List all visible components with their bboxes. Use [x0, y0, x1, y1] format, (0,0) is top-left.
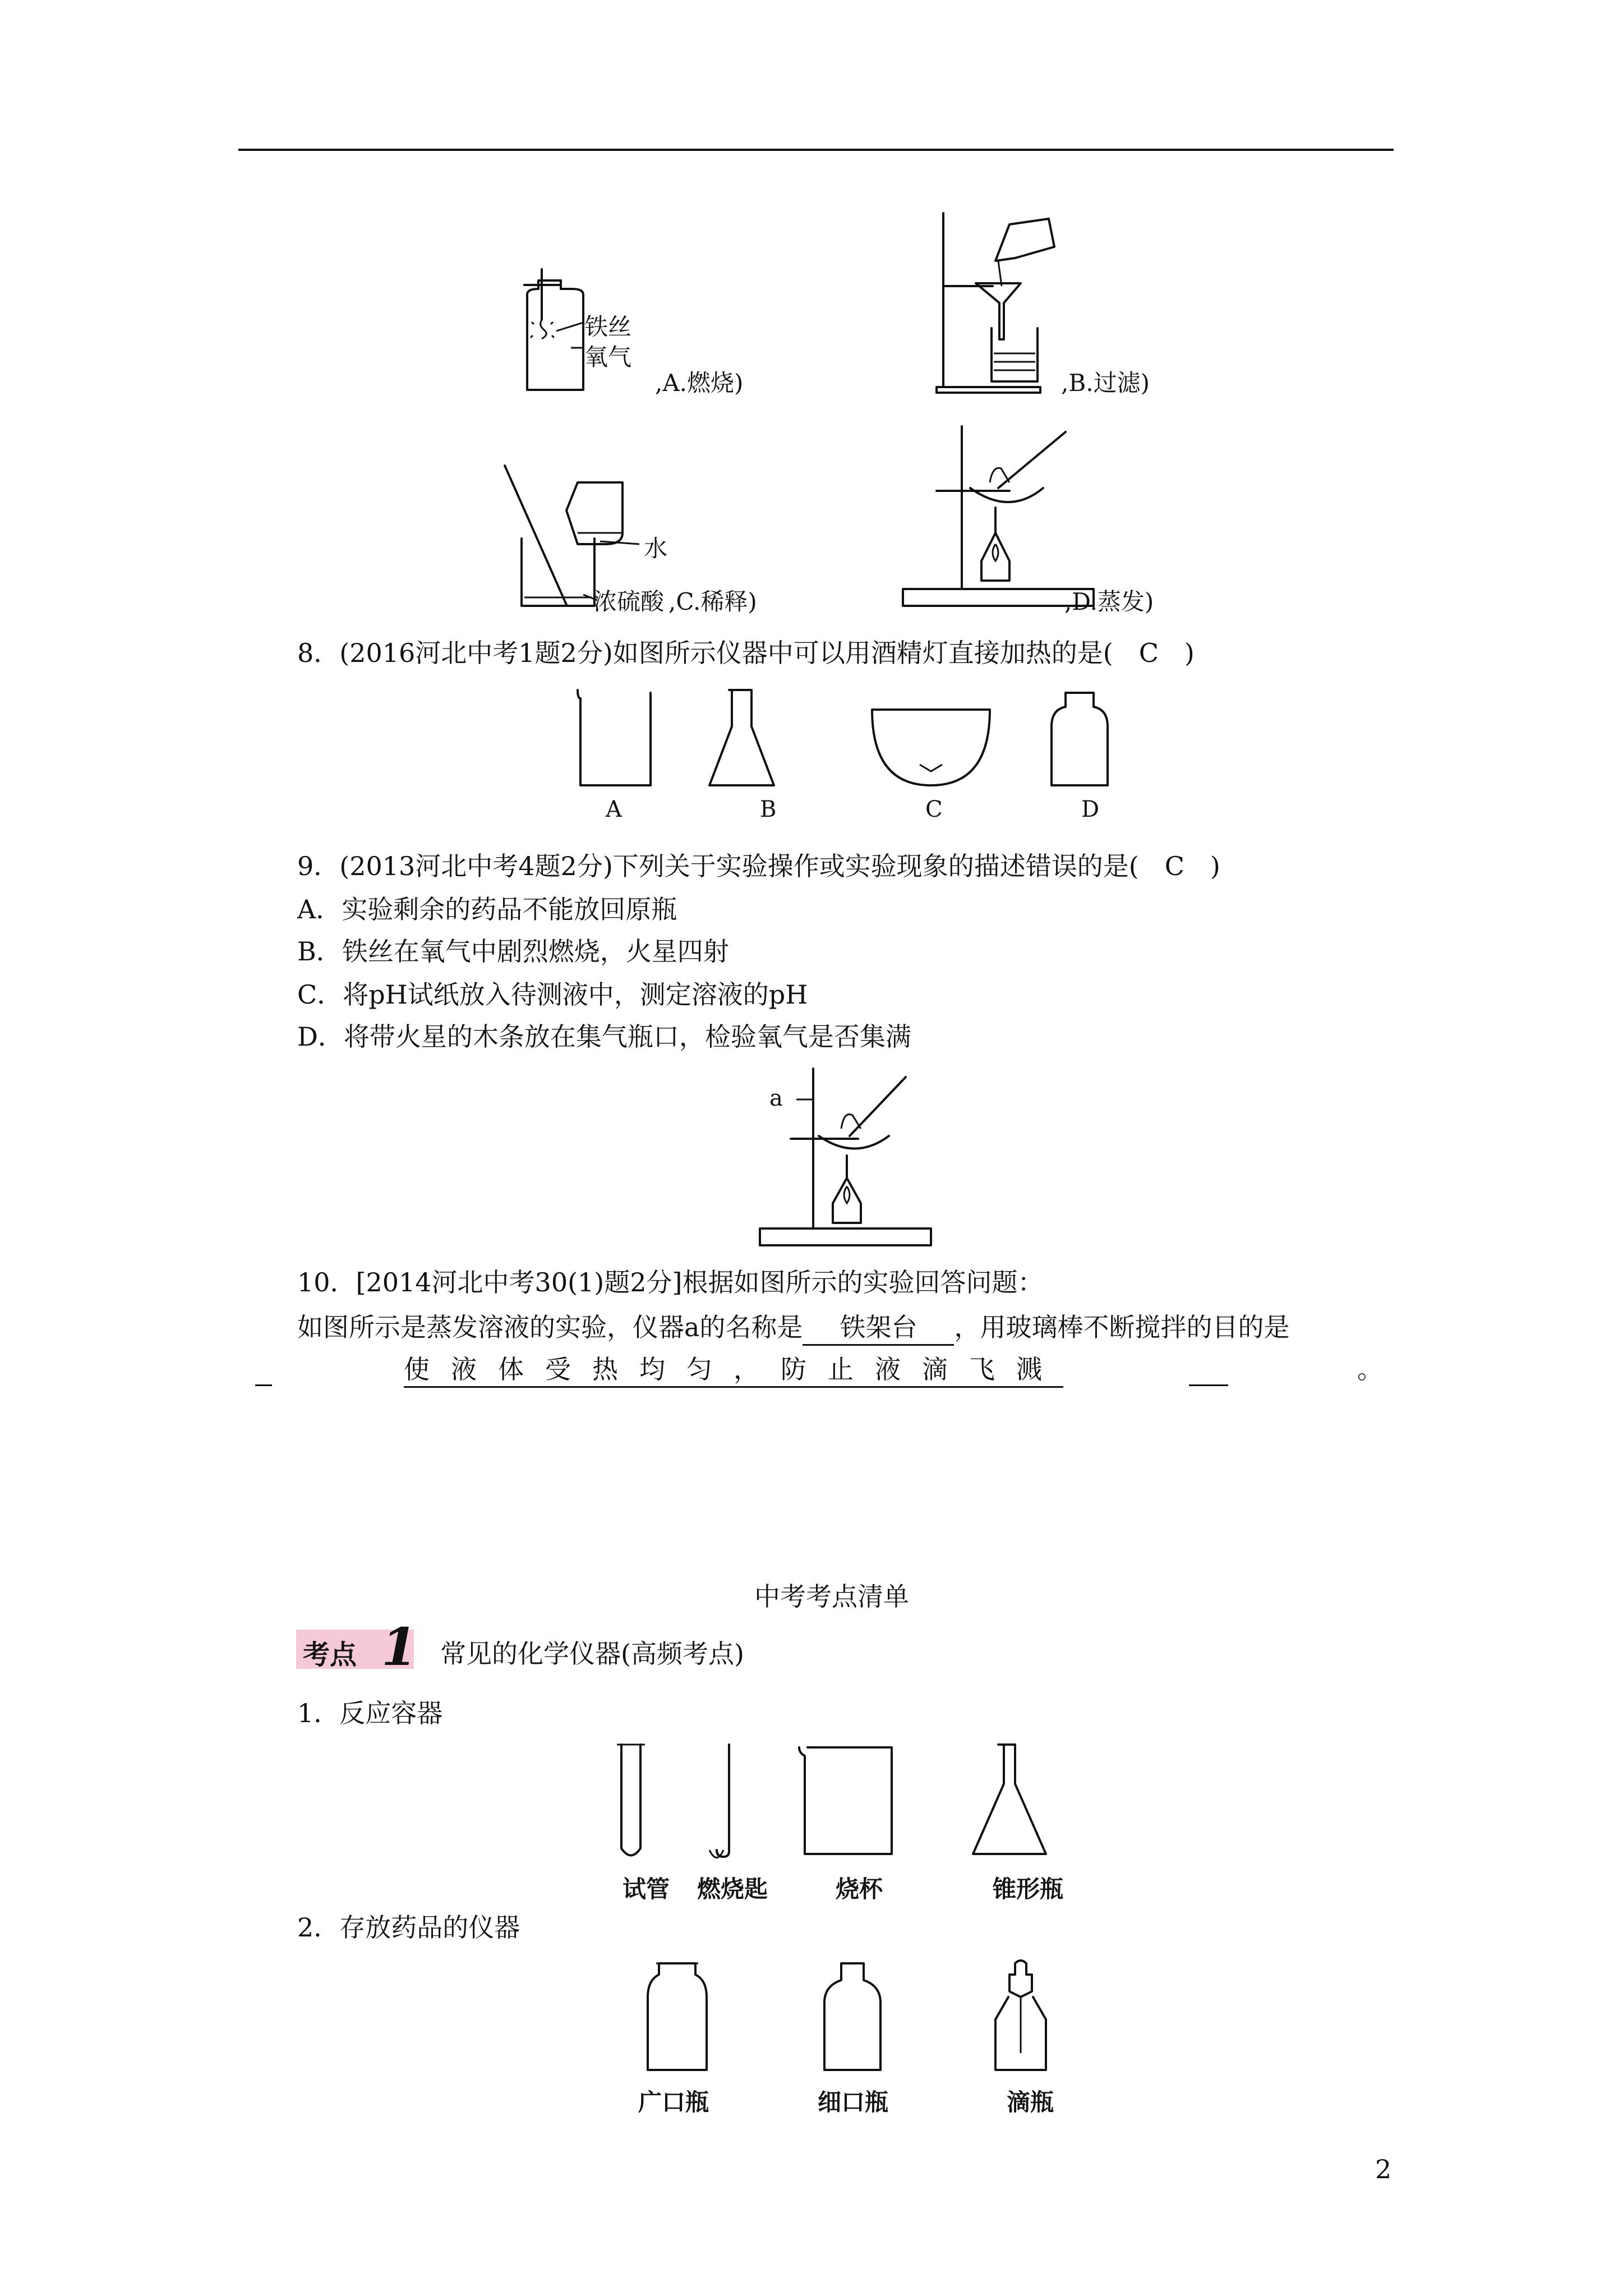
q10-end: 。 [1357, 1354, 1383, 1384]
q10-line1-b: ，用玻璃棒不断搅拌的目的是 [954, 1312, 1290, 1342]
q8-option-b: B [760, 797, 777, 822]
kaodian-number: 1 [381, 1617, 418, 1677]
q9-choice-a: A．实验剩余的药品不能放回原瓶 [297, 894, 677, 924]
q9-choice-b: B．铁丝在氧气中剧烈燃烧，火星四射 [297, 936, 729, 967]
q9-evaporation-figure [757, 1066, 942, 1251]
sub1-item-flask: 锥形瓶 [993, 1875, 1064, 1903]
header-rule [238, 149, 1394, 151]
question-8-text: 8．(2016河北中考1题2分)如图所示仪器中可以用酒精灯直接加热的是( C ) [297, 638, 1195, 668]
sub2-title: 2．存放药品的仪器 [297, 1912, 520, 1943]
q8-option-c: C [925, 797, 943, 822]
section-title: 中考考点清单 [754, 1581, 909, 1612]
q9-choice-d: D．将带火星的木条放在集气瓶口，检验氧气是否集满 [297, 1022, 911, 1052]
kaodian-label: 考点 [303, 1639, 357, 1671]
fig-a-label-oxygen: 氧气 [584, 343, 632, 371]
question-9-text: 9．(2013河北中考4题2分)下列关于实验操作或实验现象的描述错误的是( C ) [297, 851, 1220, 881]
page-number: 2 [1375, 2154, 1392, 2184]
sub1-title: 1．反应容器 [297, 1698, 443, 1728]
q9-fig-label-a: a [769, 1085, 783, 1111]
sub2-item-wide-bottle: 广口瓶 [638, 2088, 709, 2116]
q9-choice-c: C．将pH试纸放入待测液中，测定溶液的pH [297, 979, 808, 1010]
sub1-item-beaker: 烧杯 [836, 1875, 883, 1903]
storage-bottles-figure [634, 1958, 1071, 2081]
sub1-item-test-tube: 试管 [623, 1875, 670, 1903]
q8-options-figure [555, 682, 1138, 794]
fig-a-label-wire: 铁丝 [584, 313, 632, 341]
fig-d-caption: ,D.蒸发) [1064, 588, 1154, 615]
fig-c-label-water: 水 [644, 535, 668, 562]
reaction-vessels-figure [606, 1739, 1099, 1868]
fig-b-caption: ,B.过滤) [1061, 369, 1150, 397]
q10-line2-dash [255, 1384, 272, 1386]
fig-c-label-acid: 浓硫酸 [593, 588, 665, 615]
q10-blank-2: 使液体受热均匀，防止液滴飞溅 [404, 1349, 1063, 1388]
q10-line2-tail [1189, 1384, 1228, 1386]
q10-line1-a: 如图所示是蒸发溶液的实验，仪器a的名称是 [297, 1312, 803, 1342]
q8-option-d: D [1081, 797, 1100, 822]
fig-d-evaporation [897, 421, 1099, 611]
kaodian-title: 常见的化学仪器(高频考点) [440, 1639, 744, 1669]
q10-line1 [297, 1307, 1289, 1346]
fig-a-caption: ,A.燃烧) [655, 369, 744, 397]
sub1-item-spoon: 燃烧匙 [697, 1875, 768, 1903]
question-10-text: 10．[2014河北中考30(1)题2分]根据如图所示的实验回答问题： [297, 1267, 1044, 1297]
sub2-item-narrow-bottle: 细口瓶 [818, 2088, 889, 2116]
sub2-item-dropper-bottle: 滴瓶 [1007, 2088, 1054, 2116]
q8-option-a: A [606, 797, 622, 822]
fig-c-caption: ,C.稀释) [668, 588, 757, 615]
q10-blank-1: 铁架台 [803, 1307, 954, 1346]
